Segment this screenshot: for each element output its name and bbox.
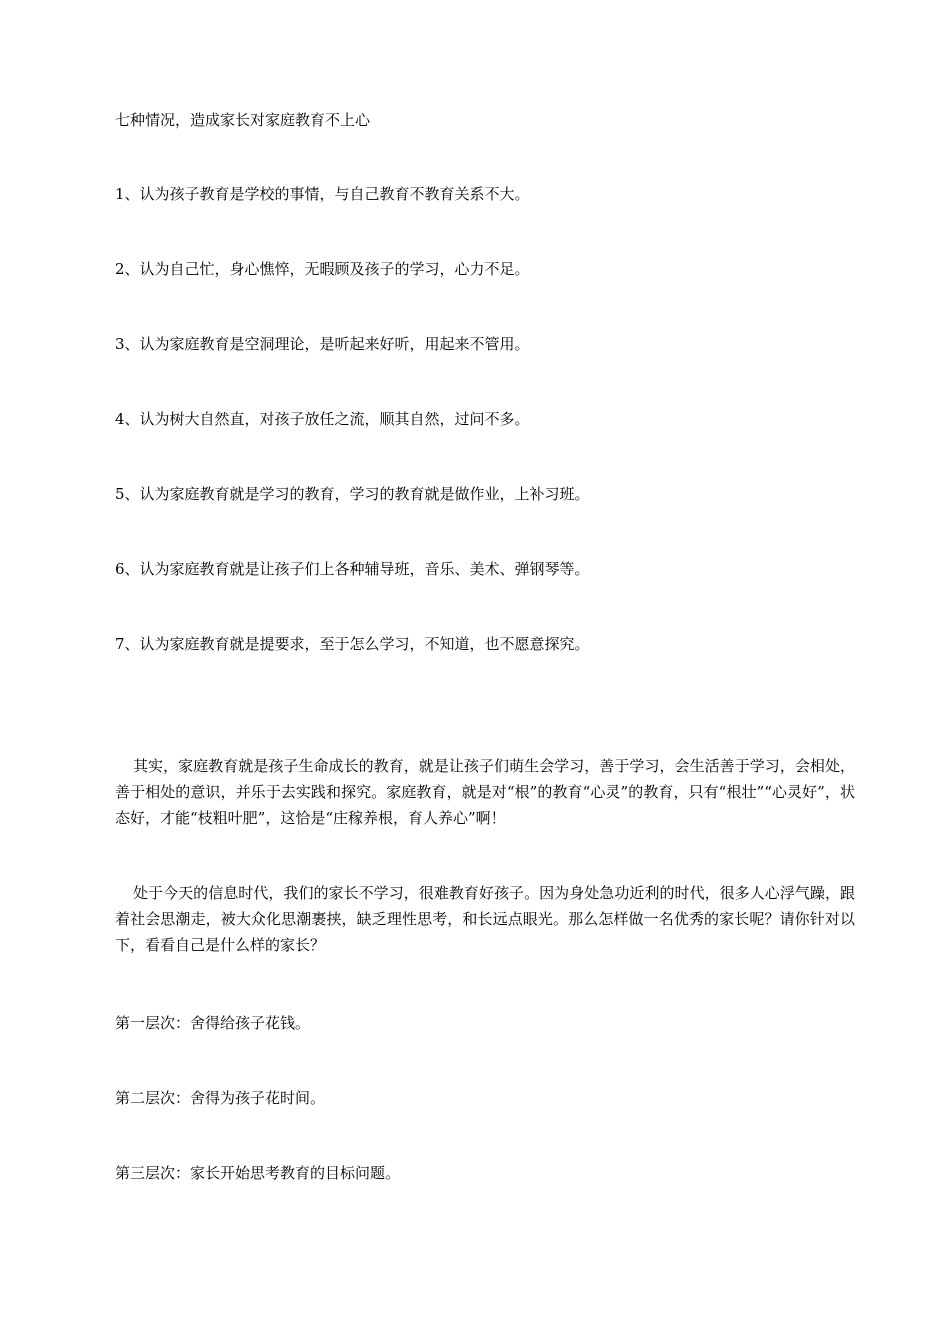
list-item-3: 3、认为家庭教育是空洞理论，是听起来好听，用起来不管用。 <box>115 335 530 353</box>
paragraph-family-education: 其实，家庭教育就是孩子生命成长的教育，就是让孩子们萌生会学习，善于学习，会生活善于学习，会相处，善于相处的意识，并乐于去实践和探究。家庭教育，就是对“根”的教育“心灵”的教育，只有“根壮”“心灵好”，状态好，才能“枝粗叶肥”，这恰是“庄稼养根，育人养心”啊！ <box>115 757 855 827</box>
list-item-1: 1、认为孩子教育是学校的事情，与自己教育不教育关系不大。 <box>115 185 530 203</box>
level-item-3: 第三层次：家长开始思考教育的目标问题。 <box>115 1164 401 1182</box>
paragraph-information-age: 处于今天的信息时代，我们的家长不学习，很难教育好孩子。因为身处急功近利的时代，很多人心浮气躁，跟着社会思潮走，被大众化思潮裹挟，缺乏理性思考，和长远点眼光。那么怎样做一名优秀的家长呢？请你针对以下，看看自己是什么样的家长？ <box>115 884 855 954</box>
list-item-2: 2、认为自己忙，身心憔悴，无暇顾及孩子的学习，心力不足。 <box>115 260 530 278</box>
list-item-4: 4、认为树大自然直，对孩子放任之流，顺其自然，过问不多。 <box>115 410 530 428</box>
list-item-7: 7、认为家庭教育就是提要求，至于怎么学习，不知道，也不愿意探究。 <box>115 635 590 653</box>
list-item-6: 6、认为家庭教育就是让孩子们上各种辅导班，音乐、美术、弹钢琴等。 <box>115 560 590 578</box>
list-item-5: 5、认为家庭教育就是学习的教育，学习的教育就是做作业，上补习班。 <box>115 485 590 503</box>
level-item-2: 第二层次：舍得为孩子花时间。 <box>115 1089 326 1107</box>
document-title: 七种情况，造成家长对家庭教育不上心 <box>115 111 371 129</box>
level-item-1: 第一层次：舍得给孩子花钱。 <box>115 1014 311 1032</box>
